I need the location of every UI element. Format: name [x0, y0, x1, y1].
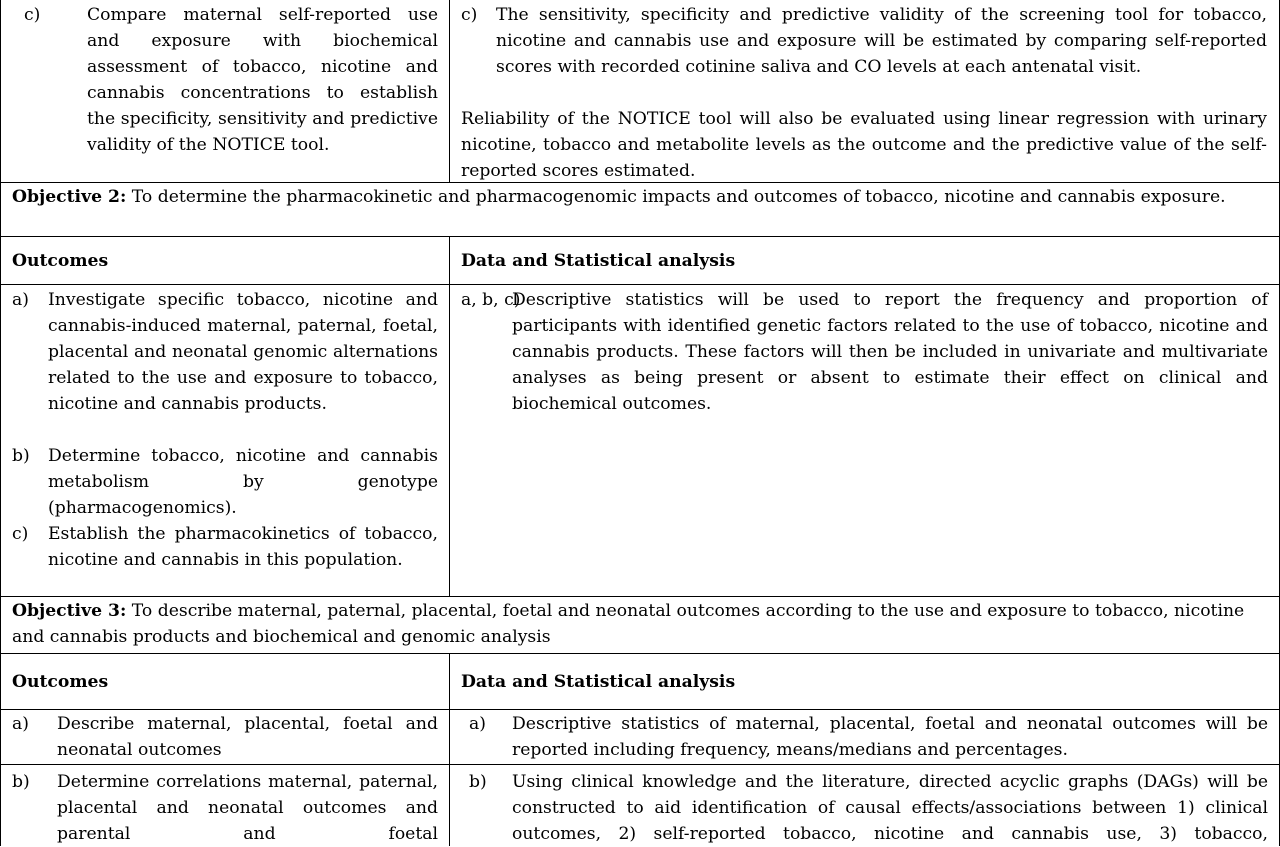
obj2-analysis-cell — [449, 284, 1280, 596]
objective-3-row — [0, 596, 1280, 653]
outcome-text: Describe maternal, placental, foetal and neonatal outcomes — [57, 714, 438, 760]
outcome-text: Determine correlations maternal, paternal, placental and neonatal outcomes and parental and foetal — [57, 772, 438, 844]
row-c-outcome-cell — [0, 0, 449, 182]
item-label: b) — [12, 772, 30, 792]
header-outcomes — [0, 653, 449, 709]
analysis-text: The sensitivity, specificity and predictive validity of the screening tool for tobacco, nicotine and cannabis use and exposure will be estimated by comparing self-reported scores with recorded cotinine saliva and CO levels at each antenatal visit. — [496, 5, 1267, 77]
header-outcomes — [0, 236, 449, 284]
row-c-analysis-cell — [449, 0, 1280, 182]
analysis-text: Using clinical knowledge and the literature, directed acyclic graphs (DAGs) will be constructed to aid identification of causal effects/associations between 1) clinical outcomes, 2) self-reported tobacco, nicotine and cannabis use, 3) tobacco, — [512, 772, 1268, 844]
objective-label: Objective 3: — [12, 601, 127, 621]
obj3-a-analysis-cell — [449, 709, 1280, 764]
outcome-text: Compare maternal self-reported use and exposure with biochemical assessment of tobacco, nicotine and cannabis concentrations to establish the specificity, sensitivity and predictive validity of the NOTICE tool. — [87, 5, 438, 155]
obj3-b-analysis-cell — [449, 764, 1280, 846]
item-label: c) — [24, 5, 41, 25]
item-label: a) — [12, 290, 29, 310]
outcome-text: Determine tobacco, nicotine and cannabis metabolism by genotype (pharmacogenomics). — [48, 446, 438, 518]
obj3-a-outcome-cell — [0, 709, 449, 764]
objective-description: To describe maternal, paternal, placental, foetal and neonatal outcomes according to the use and exposure to tobacco, nicotine and cannabis products and biochemical and genomic analysis — [12, 601, 1245, 647]
analysis-text: Descriptive statistics of maternal, placental, foetal and neonatal outcomes will be reported including frequency, means/medians and percentages. — [512, 714, 1268, 760]
header-analysis — [449, 653, 1280, 709]
header-label: Data and Statistical analysis — [461, 251, 736, 271]
objective-2-text — [12, 184, 1268, 210]
item-label: c) — [12, 524, 29, 544]
item-label: a) — [12, 714, 29, 734]
header-label: Outcomes — [12, 672, 109, 692]
item-label: b) — [469, 772, 487, 792]
item-label: c) — [461, 5, 478, 25]
item-label: b) — [12, 446, 30, 466]
header-label: Outcomes — [12, 251, 109, 271]
header-analysis — [449, 236, 1280, 284]
outcome-text: Investigate specific tobacco, nicotine and cannabis-induced maternal, paternal, foetal, placental and neonatal genomic alternations related to the use and exposure to tobacco, nicotine and cannabis products. — [48, 290, 438, 414]
analysis-text-2: Reliability of the NOTICE tool will also be evaluated using linear regression with urinary nicotine, tobacco and metabolite levels as the outcome and the predictive value of the self-reported scores estimated. — [461, 109, 1267, 181]
header-label: Data and Statistical analysis — [461, 672, 736, 692]
item-label: a) — [469, 714, 486, 734]
objective-2-row — [0, 182, 1280, 236]
outcome-text: Establish the pharmacokinetics of tobacco, nicotine and cannabis in this population. — [48, 524, 438, 570]
analysis-text: Descriptive statistics will be used to report the frequency and proportion of participants with identified genetic factors related to the use of tobacco, nicotine and cannabis products. These factors will then be included in univariate and multivariate analyses as being present or absent to estimate their effect on clinical and biochemical outcomes. — [512, 290, 1268, 414]
item-label: a, b, c) — [461, 290, 521, 310]
obj2-outcomes-cell — [0, 284, 449, 596]
obj3-b-outcome-cell — [0, 764, 449, 846]
objective-3-text — [12, 598, 1274, 650]
objective-description: To determine the pharmacokinetic and pharmacogenomic impacts and outcomes of tobacco, nicotine and cannabis exposure. — [126, 187, 1226, 207]
objective-label: Objective 2: — [12, 187, 127, 207]
